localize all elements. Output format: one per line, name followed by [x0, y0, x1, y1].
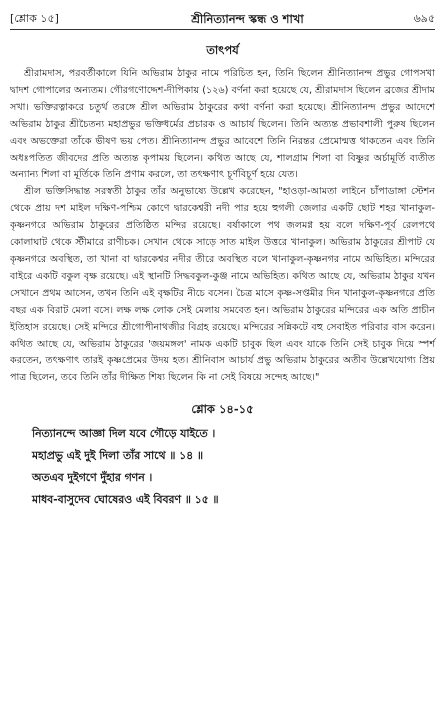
header-verse-ref: [শ্লোক ১৫] [10, 12, 59, 25]
purport-title: তাৎপর্য [206, 43, 239, 57]
verse-line: অতএব দুইগণে দুঁহার গণন । [32, 471, 153, 485]
purport-paragraph-1: শ্রীরামদাস, পরবর্তীকালে যিনি অভিরাম ঠাকুর নামে পরিচিত হন, তিনি ছিলেন শ্রীনিত্যানন্দ প্রভুর গোপসখা দ্বাদশ গোপালের অন্যতম। গৌরগণোদ্দেশ-দীপিকায় (১২৬) বর্ণনা করা হয়েছে যে, শ্রীরামদাস ছিলেন ব্রজের শ্রীদাম সখা। ভক্তিরত্নাকরে চতুর্থ তরঙ্গে শ্রীল অভিরাম ঠাকুরের কথা বর্ণনা করা হয়েছে। শ্রীনিত্যানন্দ প্রভুর আদেশে অভিরাম ঠাকুর শ্রীচৈতন্য মহাপ্রভুর ভক্তিধর্মের প্রচারক ও আচার্য ছিলেন। তিনি অত্যন্ত প্রভাবশালী পুরুষ ছিলেন এবং অভক্তেরা তাঁকে ভীষণ ভয় পেত। শ্রীনিত্যানন্দ প্রভুর আবেশে তিনি নিরন্তর প্রেমোন্মত্ত থাকতেন এবং তিনি অধঃপতিত জীবদের প্রতি অত্যন্ত কৃপাময় ছিলেন। কথিত আছে যে, শালগ্রাম শিলা বা বিষ্ণুর অর্চামূর্তি ব্যতীত অন্যান্য শিলা বা মূর্তিকে তিনি প্রণাম করলে, তা তৎক্ষণাৎ চূর্ণবিচূর্ণ হয়ে যেত। [10, 68, 435, 181]
verse-line: মাধব-বাসুদেব ঘোষেরও এই বিবরণ ॥ ১৫ ॥ [32, 493, 219, 507]
header-chapter-title: শ্রীনিত্যানন্দ স্কন্ধ ও শাখা [191, 12, 304, 26]
verse-line: মহাপ্রভু এই দুই দিলা তাঁর সাথে ॥ ১৪ ॥ [32, 449, 204, 463]
page-header [10, 0, 435, 30]
purport-paragraph-2: শ্রীল ভক্তিসিদ্ধান্ত সরস্বতী ঠাকুর তাঁর অনুভাষ্যে উল্লেখ করেছেন, "হাওড়া-আমতা লাইনে চাঁপাডাঙ্গা স্টেশন থেকে প্রায় দশ মাইল দক্ষিণ-পশ্চিম কোণে দ্বারকেশ্বরী নদী পার হয়ে হুগলী জেলার একটি ছোট শহর খানাকুল-কৃষ্ণনগরে অভিরাম ঠাকুরের প্রতিষ্ঠিত মন্দির রয়েছে। বর্ষাকালে পথ জলমগ্ন হয় বলে দক্ষিণ-পূর্ব রেলপথে কোলাঘাট থেকে স্টীমারে রাণীচক। সেখান থেকে সাড়ে সাত মাইল উত্তরে খানাকুল। অভিরাম ঠাকুরের শ্রীপাট যে কৃষ্ণনগরে অবস্থিত, তা খানা বা দ্বারকেশ্বর নদীর তীরে অবস্থিত বলে খানাকুল-কৃষ্ণনগর নামে অভিহিত। মন্দিরের বাইরে একটি বকুল বৃক্ষ রয়েছে। এই স্থানটি সিদ্ধবকুল-কুঞ্জ নামে অভিহিত। কথিত আছে যে, অভিরাম ঠাকুর যখন সেখানে প্রথম আসেন, তখন তিনি এই বৃক্ষটির নীচে বসেন। চৈত্র মাসে কৃষ্ণ-সপ্তমীর দিন খানাকুল-কৃষ্ণনগরে প্রতি বছর এক বিরাট মেলা বসে। লক্ষ লক্ষ লোক সেই মেলায় সমবেত হন। অভিরাম ঠাকুরের মন্দিরের এক অতি প্রাচীন ইতিহাস রয়েছে। সেই মন্দিরে শ্রীগোপীনাথজীর বিগ্রহ রয়েছে। মন্দিরের সন্নিকটে বহু সেবাইত পরিবার বাস করেন। কথিত আছে যে, অভিরাম ঠাকুরের 'জয়মঙ্গল' নামক একটি চাবুক ছিল এবং যাকে তিনি সেই চাবুক দিয়ে স্পর্শ করতেন, তৎক্ষণাৎ তারই কৃষ্ণপ্রেমের উদয় হত। শ্রীনিবাস আচার্য প্রভু অভিরাম ঠাকুরের অতীব উল্লেখযোগ্য প্রিয় পাত্র ছিলেন, তবে তিনি তাঁর দীক্ষিত শিষ্য ছিলেন কি না সেই বিষয়ে সন্দেহ আছে।" [10, 186, 435, 384]
verse-line: নিত্যানন্দে আজ্ঞা দিল যবে গৌড়ে যাইতে । [32, 427, 216, 441]
header-page-number: ৬৯৫ [413, 12, 435, 25]
verse-block [10, 423, 435, 511]
verse-title: শ্লোক ১৪-১৫ [191, 402, 254, 417]
